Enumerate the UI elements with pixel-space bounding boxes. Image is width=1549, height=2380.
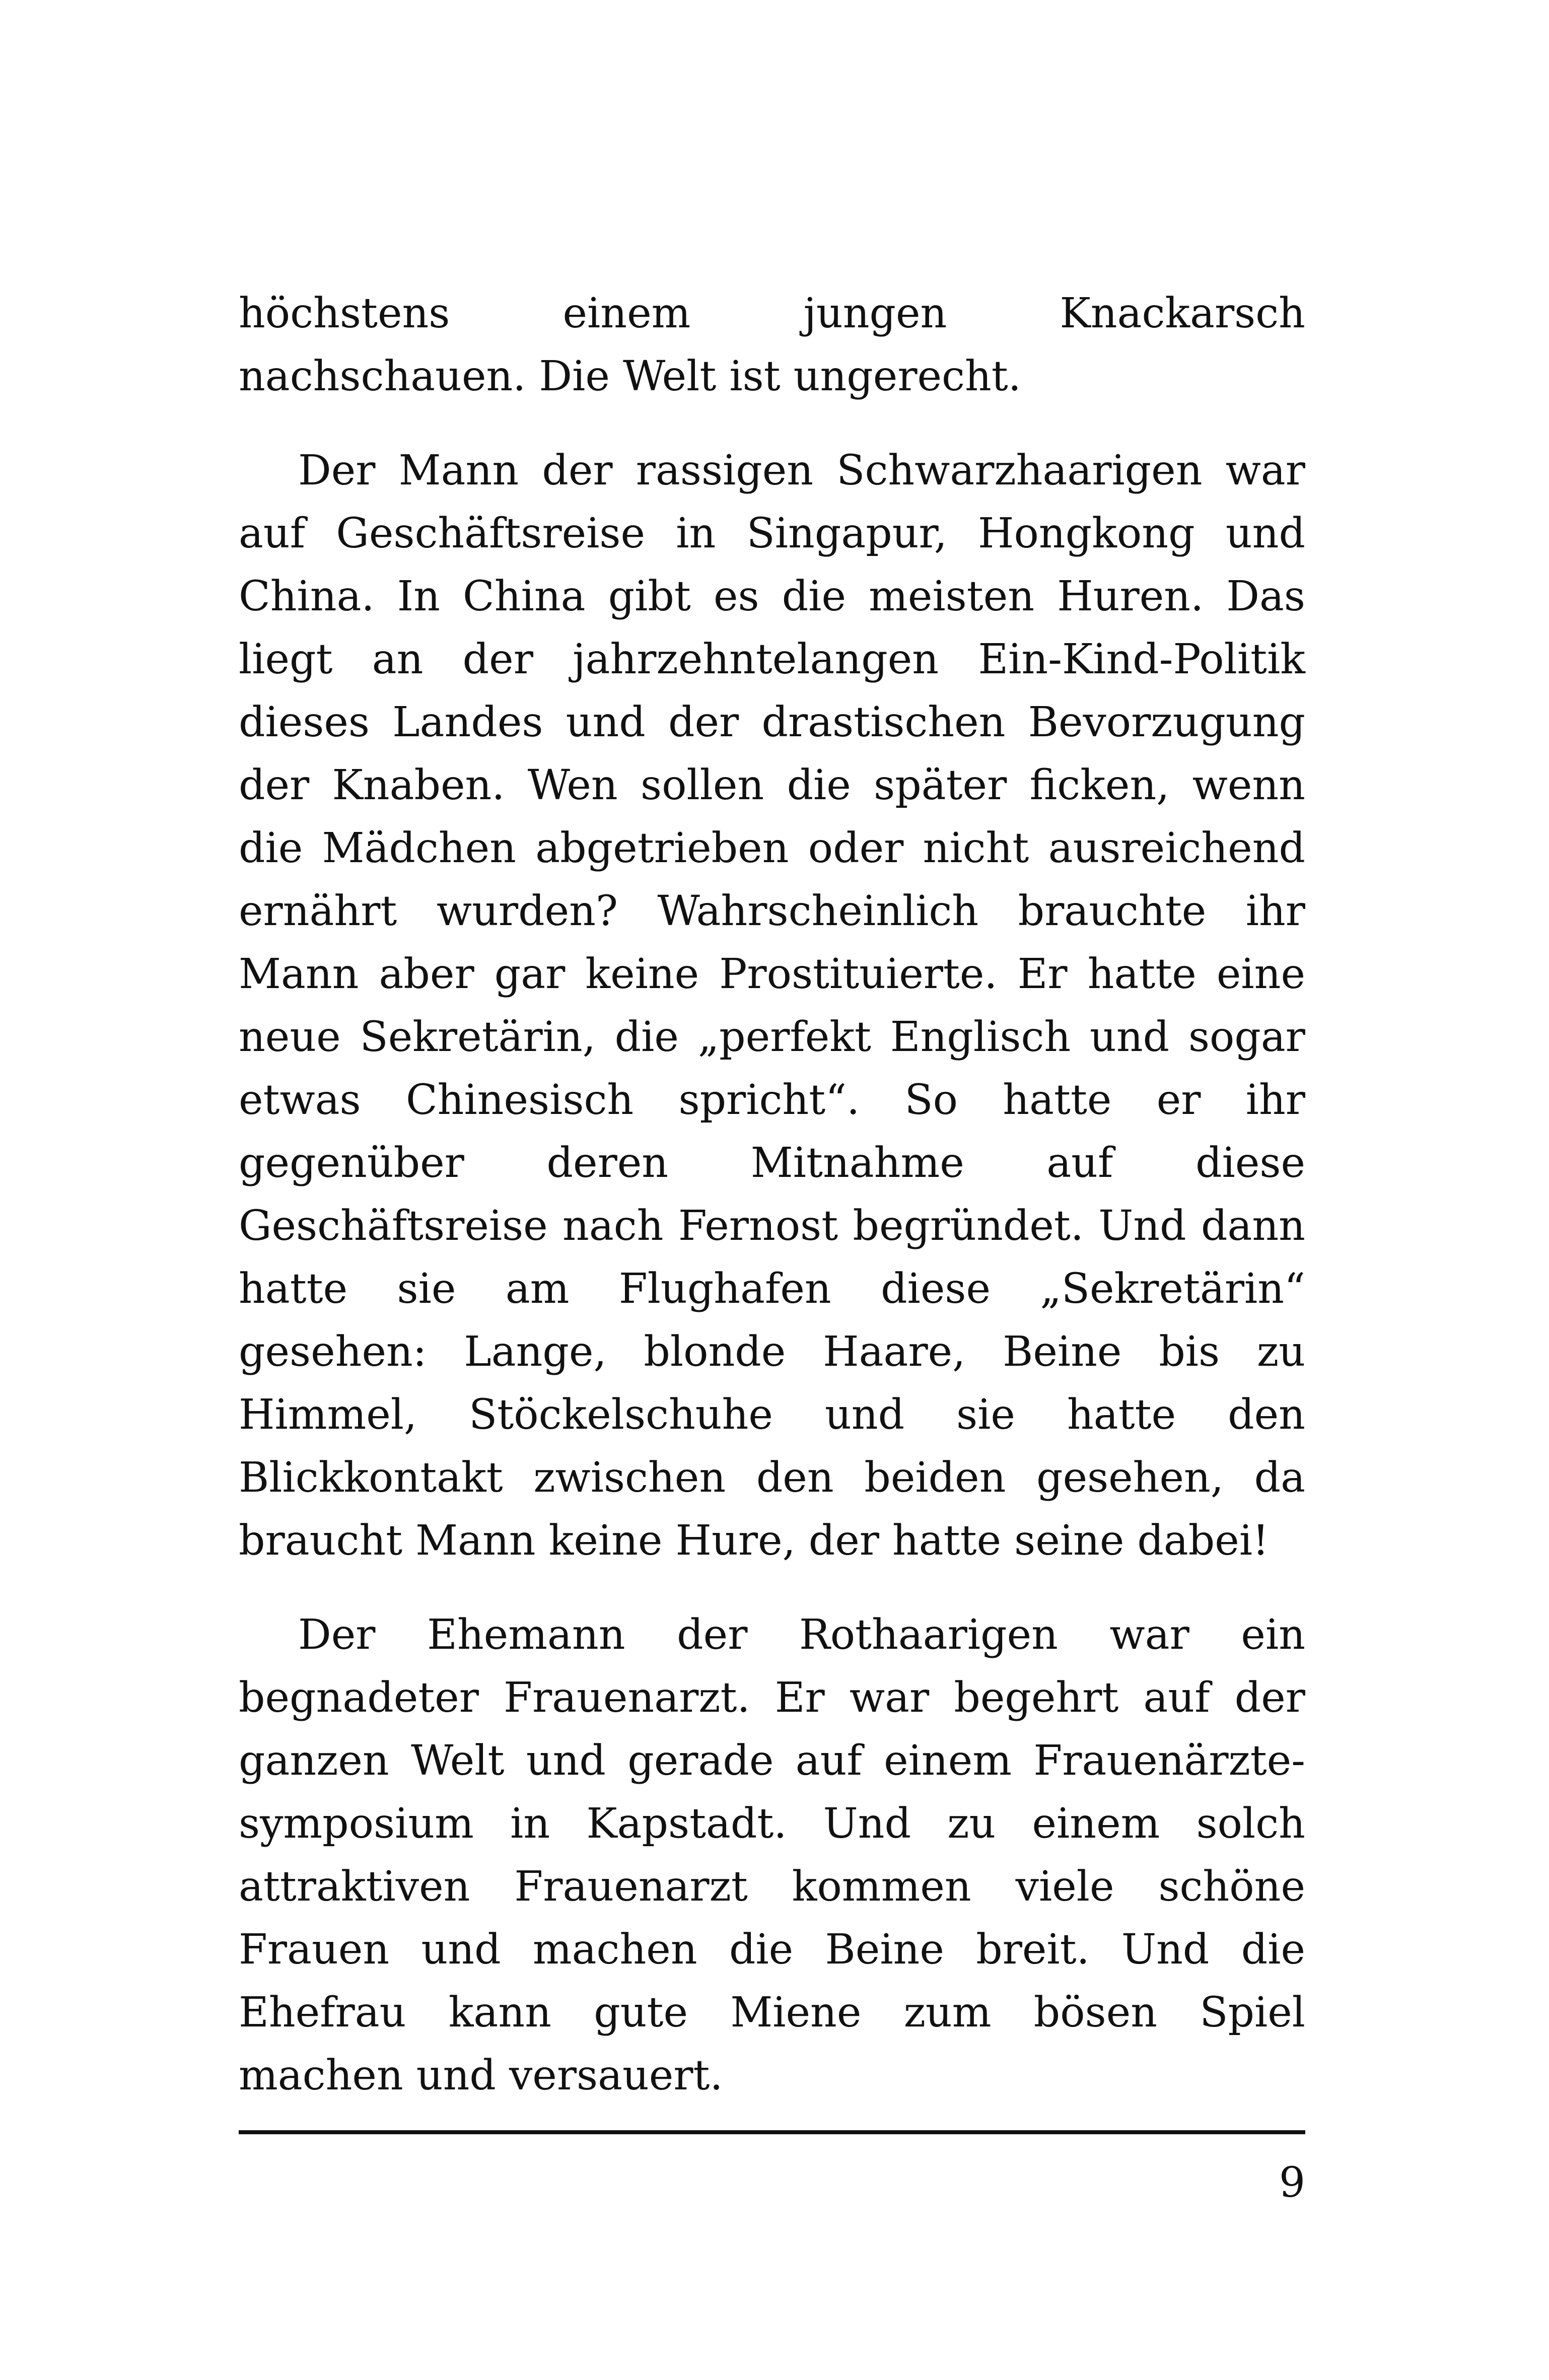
- body-text: [239, 282, 1305, 2107]
- page-number: 9: [1279, 2159, 1305, 2207]
- paragraph-gynecologist: Der Ehemann der Rothaarigen war ein begnadeter Frauenarzt. Er war begehrt auf der ganzen Welt und gerade auf einem Frauenärzte-symposium in Kapstadt. Und zu einem solch attraktiven Frauenarzt kommen viele schöne Frauen und machen die Beine breit. Und die Ehefrau kann gute Miene zum bösen Spiel machen und versauert.: [239, 1611, 1305, 2099]
- footer-divider: [239, 2130, 1305, 2134]
- paragraph-continuation: höchstens einem jungen Knackarsch nachschauen. Die Welt ist ungerecht.: [239, 290, 1305, 400]
- paragraph-business-trip: Der Mann der rassigen Schwarzhaarigen war auf Geschäftsreise in Singapur, Hongkong und China. In China gibt es die meisten Huren. Das liegt an der jahrzehntelangen Ein-Kind-Politik dieses Landes und der drastischen Bevorzugung der Knaben. Wen sollen die später ficken, wenn die Mädchen abgetrieben oder nicht ausreichend ernährt wurden? Wahrscheinlich brauchte ihr Mann aber gar keine Prostituierte. Er hatte eine neue Sekretärin, die „perfekt Englisch und sogar etwas Chinesisch spricht“. So hatte er ihr gegenüber deren Mitnahme auf diese Geschäftsreise nach Fernost begründet. Und dann hatte sie am Flughafen diese „Sekretärin“ gesehen: Lange, blonde Haare, Beine bis zu Himmel, Stöckelschuhe und sie hatte den Blickkontakt zwischen den beiden gesehen, da braucht Mann keine Hure, der hatte seine dabei!: [239, 447, 1305, 1565]
